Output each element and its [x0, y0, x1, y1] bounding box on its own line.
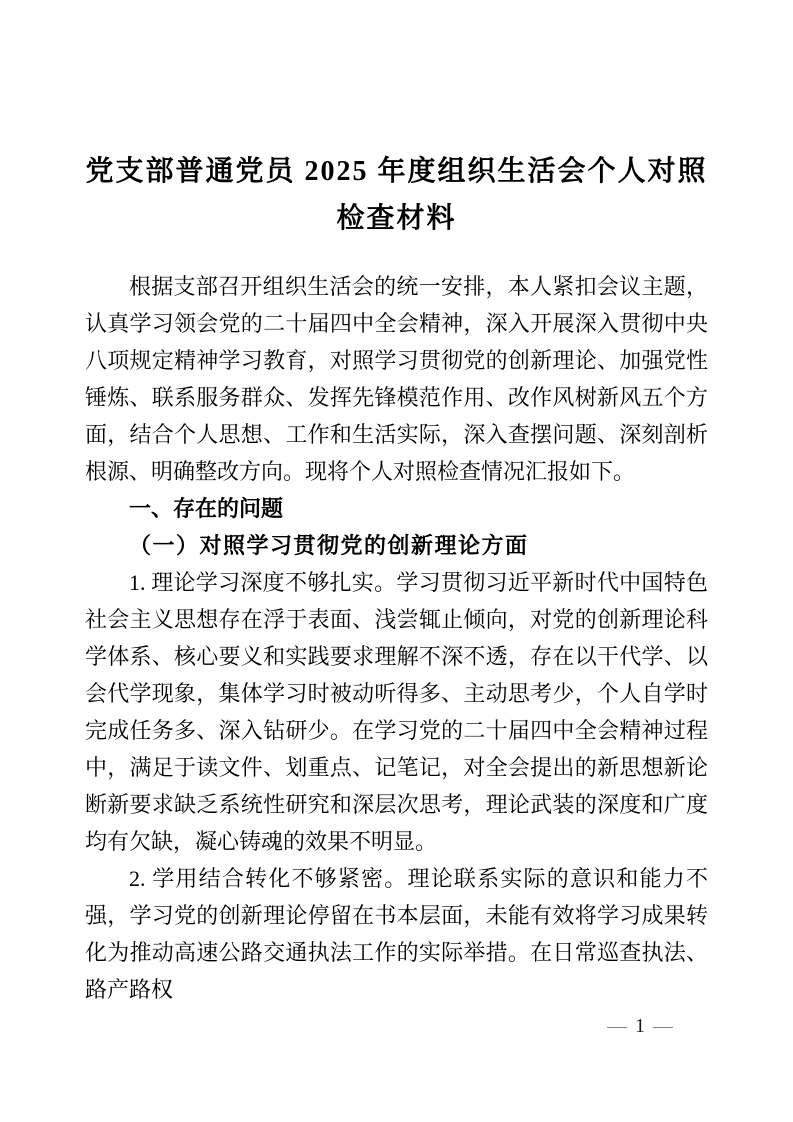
paragraph-problem-2: 2. 学用结合转化不够紧密。理论联系实际的意识和能力不强，学习党的创新理论停留在书本层面，未能有效将学习成果转化为推动高速公路交通执法工作的实际举措。在日常巡查执法、路产路权 [85, 866, 708, 1002]
footer-dash-left: — [607, 1015, 627, 1037]
footer-dash-right: — [653, 1015, 673, 1037]
paragraph-intro: 根据支部召开组织生活会的统一安排，本人紧扣会议主题，认真学习领会党的二十届四中全会精神，深入开展深入贯彻中央八项规定精神学习教育，对照学习贯彻党的创新理论、加强党性锤炼、联系服务群众、发挥先锋模范作用、改作风树新风五个方面，结合个人思想、工作和生活实际，深入查摆问题、深刻剖析根源、明确整改方向。现将个人对照检查情况汇报如下。 [85, 274, 708, 484]
document-title: 党支部普通党员 2025 年度组织生活会个人对照检查材料 [85, 156, 708, 234]
page-footer [607, 1014, 673, 1038]
paragraph-problem-1: 1. 理论学习深度不够扎实。学习贯彻习近平新时代中国特色社会主义思想存在浮于表面、浅尝辄止倾向，对党的创新理论科学体系、核心要义和实践要求理解不深不透，存在以干代学、以会代学现象，集体学习时被动听得多、主动思考少，个人自学时完成任务多、深入钻研少。在学习党的二十届四中全会精神过程中，满足于读文件、划重点、记笔记，对全会提出的新思想新论断新要求缺乏系统性研究和深层次思考，理论武装的深度和广度均有欠缺，凝心铸魂的效果不明显。 [85, 570, 708, 854]
section-heading-existing-problems: 一、存在的问题 [129, 496, 284, 521]
page-number: 1 [635, 1015, 645, 1037]
subsection-heading-innovation-theory: （一）对照学习贯彻党的创新理论方面 [129, 533, 529, 558]
document-body [85, 148, 708, 1008]
